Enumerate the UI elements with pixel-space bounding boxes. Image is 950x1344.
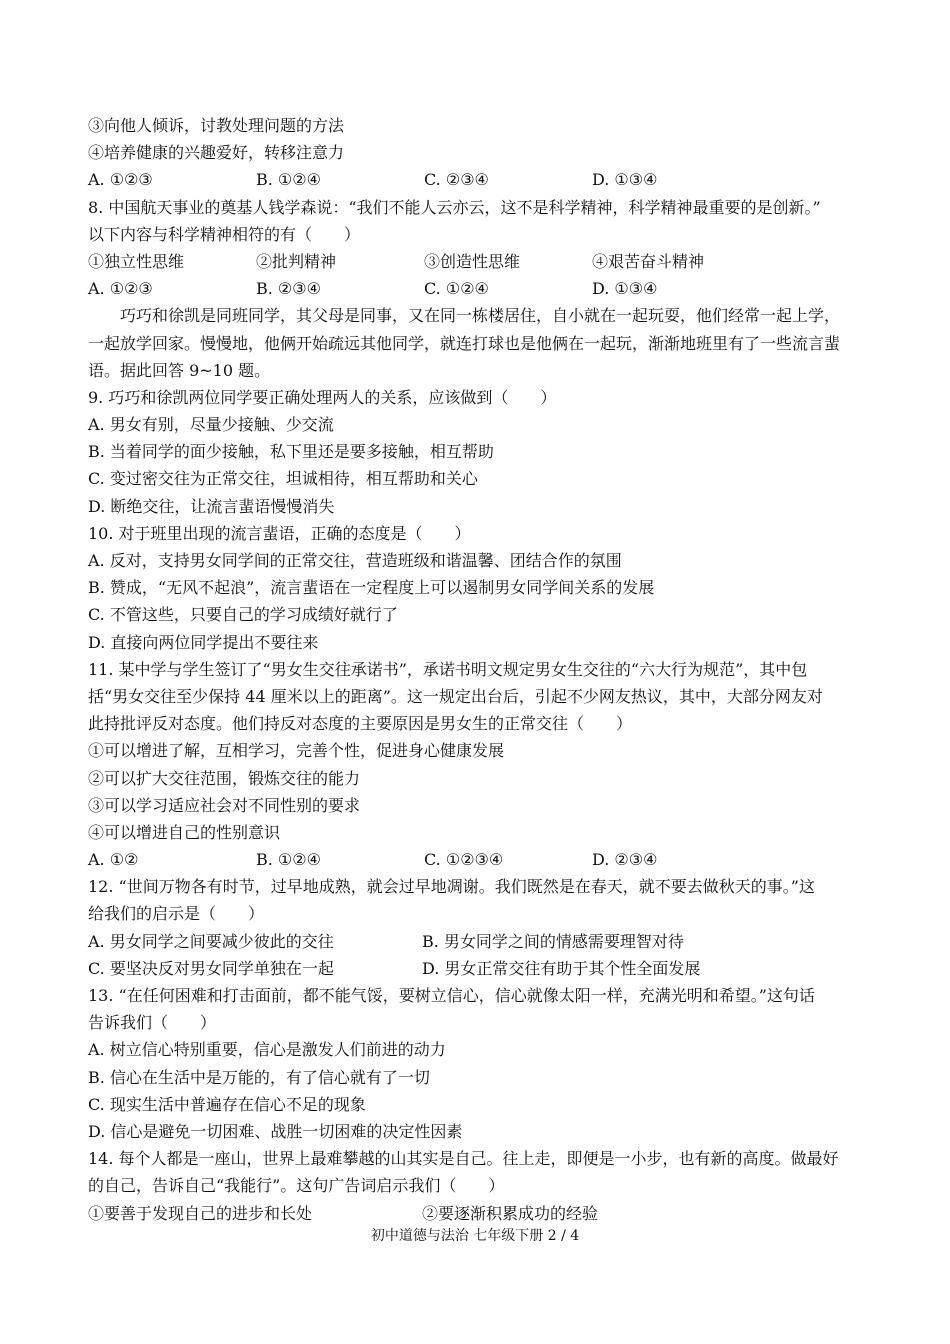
option-row xyxy=(88,1200,864,1227)
option-row xyxy=(88,955,864,982)
text-line: 10. 对于班里出现的流言蜚语，正确的态度是（ ） xyxy=(88,523,471,543)
text-line: ①可以增进了解，互相学习，完善个性，促进身心健康发展 xyxy=(88,741,505,761)
option-item: ③创造性思维 xyxy=(424,251,521,271)
option-item: B. ①②④ xyxy=(256,850,321,870)
option-item: B. ②③④ xyxy=(256,279,321,299)
text-line: C. 不管这些，只要自己的学习成绩好就行了 xyxy=(88,605,398,625)
option-item: D. 男女正常交往有助于其个性全面发展 xyxy=(422,958,701,978)
option-row xyxy=(88,248,864,275)
text-line: D. 直接向两位同学提出不要往来 xyxy=(88,632,319,652)
text-line: 给我们的启示是（ ） xyxy=(88,904,265,924)
option-item: ④艰苦奋斗精神 xyxy=(592,251,705,271)
text-line: 的自己，告诉自己“我能行”。这句广告词启示我们（ ） xyxy=(88,1176,505,1196)
text-line: B. 信心在生活中是万能的，有了信心就有了一切 xyxy=(88,1067,430,1087)
text-line: D. 信心是避免一切困难、战胜一切困难的决定性因素 xyxy=(88,1121,463,1141)
passage-line: 巧巧和徐凯是同班同学，其父母是同事，又在同一栋楼居住，自小就在一起玩耍，他们经常一起上学， xyxy=(120,306,841,326)
text-line: 11. 某中学与学生签订了“男女生交往承诺书”，承诺书明文规定男女生交往的“六大行为规范”，其中包 xyxy=(88,659,808,679)
option-item: C. 要坚决反对男女同学单独在一起 xyxy=(88,958,334,978)
option-row xyxy=(88,846,864,873)
text-line: C. 现实生活中普遍存在信心不足的现象 xyxy=(88,1094,366,1114)
page-footer: 初中道德与法治 七年级下册 2 / 4 xyxy=(370,1228,580,1244)
option-row xyxy=(88,275,864,302)
text-line: 一起放学回家。慢慢地，他俩开始疏远其他同学，就连打球也是他俩在一起玩，渐渐地班里有了一些流言蜚 xyxy=(88,333,841,353)
text-line: 14. 每个人都是一座山，世界上最难攀越的山其实是自己。往上走，即便是一小步，也有新的高度。做最好 xyxy=(88,1149,839,1169)
option-item: A. ①②③ xyxy=(88,170,153,190)
option-item: C. ①②④ xyxy=(424,279,489,299)
option-item: B. 男女同学之间的情感需要理智对待 xyxy=(422,931,684,951)
option-item: A. 男女同学之间要减少彼此的交往 xyxy=(88,931,334,951)
option-item: D. ②③④ xyxy=(592,850,658,870)
text-line: A. 树立信心特别重要，信心是激发人们前进的动力 xyxy=(88,1040,446,1060)
text-line: B. 当着同学的面少接触，私下里还是要多接触，相互帮助 xyxy=(88,442,494,462)
text-line: A. 反对，支持男女同学间的正常交往，营造班级和谐温馨、团结合作的氛围 xyxy=(88,551,622,570)
text-line: B. 赞成，“无风不起浪”，流言蜚语在一定程度上可以遏制男女同学间关系的发展 xyxy=(88,578,655,598)
option-item: C. ②③④ xyxy=(424,170,489,190)
text-line: D. 断绝交往，让流言蜚语慢慢消失 xyxy=(88,496,335,516)
option-item: A. ①②③ xyxy=(88,279,153,299)
text-line: 13. “在任何困难和打击面前，都不能气馁，要树立信心，信心就像太阳一样，充满光明和希望。”这句话 xyxy=(88,986,815,1005)
text-line: 9. 巧巧和徐凯两位同学要正确处理两人的关系，应该做到（ ） xyxy=(88,387,557,407)
text-line: ③向他人倾诉，讨教处理问题的方法 xyxy=(88,116,345,135)
text-line: 语。据此回答 9~10 题。 xyxy=(88,360,271,380)
text-line: ④可以增进自己的性别意识 xyxy=(88,822,281,842)
option-item: ①要善于发现自己的进步和长处 xyxy=(88,1203,313,1223)
option-row xyxy=(88,928,864,955)
text-line: 告诉我们（ ） xyxy=(88,1013,217,1033)
text-line: ④培养健康的兴趣爱好，转移注意力 xyxy=(88,143,345,163)
option-item: ②要逐渐积累成功的经验 xyxy=(422,1203,599,1223)
exam-page xyxy=(88,112,864,1227)
option-item: B. ①②④ xyxy=(256,170,321,190)
text-line: ③可以学习适应社会对不同性别的要求 xyxy=(88,795,361,815)
text-line: C. 变过密交往为正常交往，坦诚相待，相互帮助和关心 xyxy=(88,469,478,489)
option-item: ②批判精神 xyxy=(256,251,337,271)
text-line: A. 男女有别，尽量少接触、少交流 xyxy=(88,415,334,435)
text-line: 括“男女交往至少保持 44 厘米以上的距离”。这一规定出台后，引起不少网友热议，其中，大部分网友对 xyxy=(88,686,823,706)
text-line: 8. 中国航天事业的奠基人钱学森说：“我们不能人云亦云，这不是科学精神，科学精神最重要的是创新。” xyxy=(88,197,821,217)
text-line: 此持批评反对态度。他们持反对态度的主要原因是男女生的正常交往（ ） xyxy=(88,714,633,734)
text-line: 12. “世间万物各有时节，过早地成熟，就会过早地凋谢。我们既然是在春天，就不要去做秋天的事。”这 xyxy=(88,877,815,897)
option-item: A. ①② xyxy=(88,850,139,870)
option-row xyxy=(88,166,864,193)
text-line: ②可以扩大交往范围，锻炼交往的能力 xyxy=(88,768,361,788)
option-item: ①独立性思维 xyxy=(88,251,185,271)
option-item: C. ①②③④ xyxy=(424,850,504,870)
option-item: D. ①③④ xyxy=(592,279,658,299)
text-line: 以下内容与科学精神相符的有（ ） xyxy=(88,224,361,244)
option-item: D. ①③④ xyxy=(592,170,658,190)
